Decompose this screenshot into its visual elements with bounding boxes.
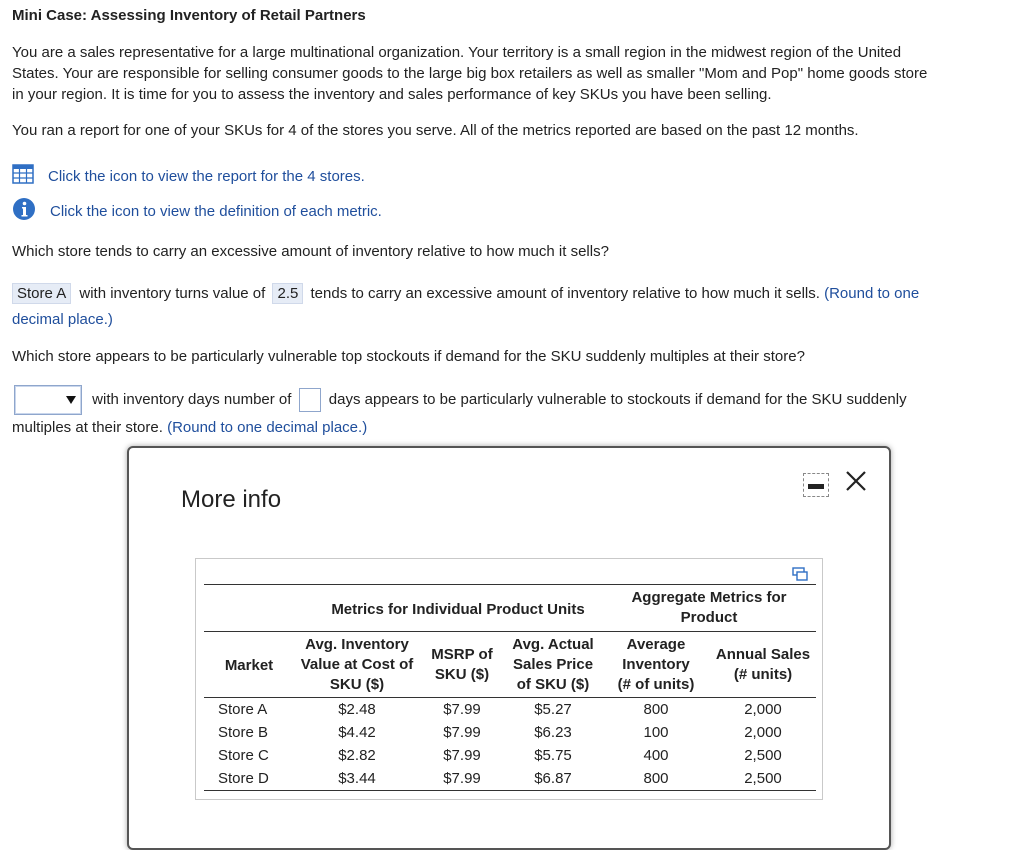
header-line: Value at Cost of — [300, 655, 414, 673]
more-info-modal — [127, 446, 891, 850]
answer-2-text-b: days appears to be particularly vulnerable to stockouts if demand for the SKU suddenly — [328, 391, 907, 408]
page-title: Mini Case: Assessing Inventory of Retail Partners — [12, 7, 366, 24]
table-row — [204, 721, 816, 744]
column-header-row — [204, 632, 816, 698]
table-cell: Store A — [218, 701, 268, 718]
definition-link-label[interactable]: Click the icon to view the definition of each metric. — [50, 202, 382, 220]
info-icon[interactable] — [12, 197, 36, 225]
answer-1-text-b: tends to carry an excessive amount of inventory relative to how much it sells. — [310, 285, 820, 302]
table-cell: 800 — [643, 770, 669, 787]
table-row — [204, 767, 816, 791]
metrics-table-container — [195, 558, 823, 800]
table-cell: $5.75 — [534, 747, 572, 764]
header-line: (# units) — [733, 665, 793, 683]
table-cell: 2,500 — [744, 770, 782, 787]
table-cell: 2,000 — [744, 701, 782, 718]
round-hint-2: (Round to one decimal place.) — [167, 419, 368, 436]
table-cell: $7.99 — [443, 701, 481, 718]
column-header-msrp — [420, 632, 504, 698]
intro-line-2: States. Your are responsible for selling consumer goods to the large big box retailers as well as smaller "Mom and Pop" home goods store — [12, 65, 928, 82]
column-header-annual-sales — [710, 632, 816, 698]
table-cell: Store B — [218, 724, 269, 741]
report-text: You ran a report for one of your SKUs for 4 of the stores you serve. All of the metrics reported are based on the past 12 months. — [12, 122, 859, 139]
group-header-individual: Metrics for Individual Product Units — [331, 601, 585, 618]
column-header-avg-inventory-value — [294, 632, 420, 698]
minimize-button[interactable] — [803, 473, 829, 497]
table-cell: $3.44 — [338, 770, 376, 787]
header-line: Avg. Actual — [512, 635, 594, 653]
table-row — [204, 744, 816, 767]
definition-link[interactable] — [12, 197, 382, 225]
metrics-table — [204, 584, 816, 791]
intro-line-1: You are a sales representative for a large multinational organization. Your territory is a small region in the midwest region of the United — [12, 44, 902, 61]
header-market-line-1: Market — [224, 656, 274, 674]
inventory-days-input[interactable] — [299, 388, 321, 412]
header-line: (# of units) — [617, 675, 695, 693]
answer-1-row — [12, 284, 1022, 304]
table-cell: $2.48 — [338, 701, 376, 718]
group-header-aggregate-line-2: Product — [680, 609, 738, 626]
inventory-turns-input[interactable]: 2.5 — [272, 283, 303, 304]
round-hint-1b: decimal place.) — [12, 311, 113, 328]
answer-store-select[interactable]: Store A — [12, 283, 71, 304]
header-line: Average — [626, 635, 686, 653]
table-cell: 800 — [643, 701, 669, 718]
close-button[interactable] — [843, 466, 869, 496]
group-header-aggregate-line-1: Aggregate Metrics for — [631, 589, 787, 606]
table-cell: $6.23 — [534, 724, 572, 741]
column-header-avg-inventory-units — [602, 632, 710, 698]
header-line: Annual Sales — [715, 645, 811, 663]
header-line: SKU ($) — [329, 675, 385, 693]
question-2: Which store appears to be particularly vulnerable top stockouts if demand for the SKU suddenly multiples at their store? — [12, 348, 805, 365]
answer-1-text-a: with inventory turns value of — [79, 285, 266, 302]
header-line: of SKU ($) — [516, 675, 590, 693]
group-header-row — [204, 585, 816, 632]
table-cell: 100 — [643, 724, 669, 741]
answer-2-row — [14, 384, 907, 416]
minimize-icon — [808, 477, 824, 494]
column-header-market — [204, 632, 294, 698]
table-icon[interactable] — [12, 164, 34, 188]
table-cell: $4.42 — [338, 724, 376, 741]
group-header-aggregate — [602, 585, 816, 632]
table-cell: $2.82 — [338, 747, 376, 764]
table-cell: $7.99 — [443, 747, 481, 764]
header-line: MSRP of — [431, 645, 493, 663]
header-line: Inventory — [622, 655, 690, 673]
table-cell: $7.99 — [443, 724, 481, 741]
answer-2-text-c: multiples at their store. — [12, 419, 163, 436]
header-line: Avg. Inventory — [305, 635, 409, 653]
table-cell: Store D — [218, 770, 269, 787]
table-cell: 2,000 — [744, 724, 782, 741]
answer-2-text-a: with inventory days number of — [92, 391, 292, 408]
table-cell: $7.99 — [443, 770, 481, 787]
report-link[interactable] — [12, 164, 365, 188]
round-hint-1a: (Round to one — [824, 285, 920, 302]
column-header-avg-sales-price — [504, 632, 602, 698]
table-cell: $6.87 — [534, 770, 572, 787]
header-line: SKU ($) — [434, 665, 490, 683]
table-cell: 400 — [643, 747, 669, 764]
header-line: Sales Price — [512, 655, 594, 673]
close-icon — [843, 483, 869, 500]
table-cell: $5.27 — [534, 701, 572, 718]
answer-2-row-2 — [12, 418, 1022, 438]
metrics-table-body — [204, 698, 816, 791]
dropdown-arrow-icon[interactable] — [62, 387, 80, 413]
table-row — [204, 698, 816, 722]
table-cell: 2,500 — [744, 747, 782, 764]
intro-line-3: in your region. It is time for you to assess the inventory and sales performance of key SKUs you have been selling. — [12, 86, 772, 103]
question-1: Which store tends to carry an excessive amount of inventory relative to how much it sells? — [12, 243, 609, 260]
store-dropdown[interactable] — [14, 385, 82, 415]
copy-icon[interactable] — [792, 567, 808, 585]
modal-title: More info — [181, 486, 282, 513]
table-cell: Store C — [218, 747, 269, 764]
report-link-label[interactable]: Click the icon to view the report for the 4 stores. — [48, 167, 365, 185]
